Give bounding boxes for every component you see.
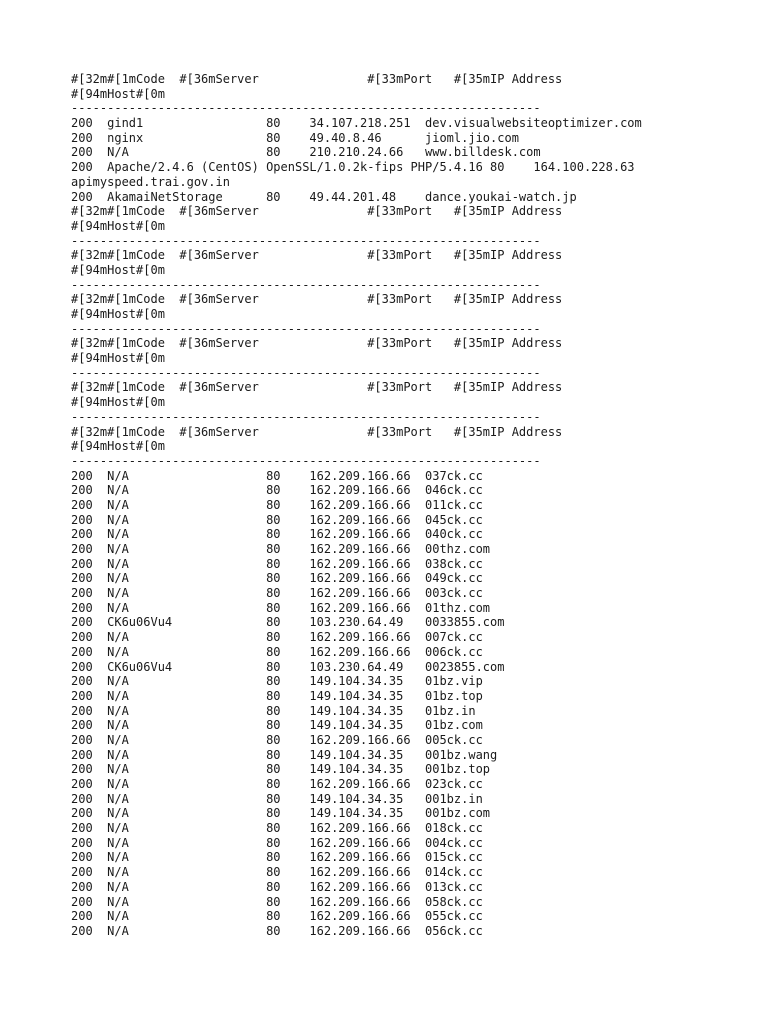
output-line: -----------------------------------------------------------------	[71, 365, 541, 380]
output-line: 200 N/A 80 162.209.166.66 01thz.com	[71, 600, 491, 615]
output-line: -----------------------------------------------------------------	[71, 321, 541, 336]
output-line: 200 N/A 80 162.209.166.66 037ck.cc	[71, 468, 483, 483]
output-line: 200 N/A 80 149.104.34.35 001bz.com	[71, 806, 491, 821]
output-line: #[94mHost#[0m	[71, 218, 165, 233]
output-line: 200 N/A 80 162.209.166.66 038ck.cc	[71, 556, 483, 571]
output-line: -----------------------------------------------------------------	[71, 277, 541, 292]
scan-output-text	[0, 72, 768, 939]
output-line: -----------------------------------------------------------------	[71, 101, 541, 116]
output-line: 200 N/A 80 149.104.34.35 001bz.in	[71, 791, 483, 806]
output-line: 200 N/A 80 162.209.166.66 003ck.cc	[71, 586, 483, 601]
output-line: 200 CK6u06Vu4 80 103.230.64.49 0023855.com	[71, 659, 505, 674]
output-line: 200 N/A 80 162.209.166.66 013ck.cc	[71, 879, 483, 894]
output-line: 200 N/A 80 210.210.24.66 www.billdesk.com	[71, 145, 541, 160]
output-line: apimyspeed.trai.gov.in	[71, 174, 230, 189]
output-line: 200 N/A 80 149.104.34.35 01bz.top	[71, 688, 483, 703]
output-line: 200 N/A 80 162.209.166.66 005ck.cc	[71, 732, 483, 747]
output-line: 200 N/A 80 162.209.166.66 055ck.cc	[71, 909, 483, 924]
output-line: 200 gind1 80 34.107.218.251 dev.visualwebsiteoptimizer.com	[71, 116, 642, 131]
output-line: 200 N/A 80 149.104.34.35 01bz.com	[71, 718, 483, 733]
output-line: 200 N/A 80 162.209.166.66 049ck.cc	[71, 571, 483, 586]
output-line: 200 N/A 80 162.209.166.66 011ck.cc	[71, 497, 483, 512]
output-line: 200 N/A 80 162.209.166.66 023ck.cc	[71, 777, 483, 791]
output-line: 200 N/A 80 162.209.166.66 018ck.cc	[71, 821, 483, 836]
output-line: 200 nginx 80 49.40.8.46 jioml.jio.com	[71, 130, 519, 145]
output-line: -----------------------------------------------------------------	[71, 233, 541, 248]
output-line: 200 N/A 80 162.209.166.66 014ck.cc	[71, 865, 483, 880]
output-line: 200 N/A 80 162.209.166.66 046ck.cc	[71, 483, 483, 498]
output-line: 200 N/A 80 162.209.166.66 006ck.cc	[71, 644, 483, 659]
output-line: 200 N/A 80 162.209.166.66 004ck.cc	[71, 835, 483, 850]
output-line: 200 N/A 80 149.104.34.35 001bz.top	[71, 762, 491, 777]
output-line: #[32m#[1mCode #[36mServer #[33mPort #[35mIP Address	[71, 248, 563, 263]
output-line: 200 N/A 80 162.209.166.66 056ck.cc	[71, 923, 483, 938]
output-line: 200 N/A 80 162.209.166.66 058ck.cc	[71, 894, 483, 909]
output-line: 200 N/A 80 149.104.34.35 001bz.wang	[71, 747, 498, 762]
output-line: #[94mHost#[0m	[71, 395, 165, 410]
output-line: 200 AkamaiNetStorage 80 49.44.201.48 dance.youkai-watch.jp	[71, 189, 577, 204]
output-line: #[94mHost#[0m	[71, 262, 165, 277]
output-line: #[32m#[1mCode #[36mServer #[33mPort #[35mIP Address	[71, 424, 563, 439]
output-line: #[32m#[1mCode #[36mServer #[33mPort #[35mIP Address	[71, 72, 563, 86]
output-line: 200 N/A 80 162.209.166.66 015ck.cc	[71, 850, 483, 865]
output-line: #[32m#[1mCode #[36mServer #[33mPort #[35mIP Address	[71, 204, 563, 219]
output-line: 200 Apache/2.4.6 (CentOS) OpenSSL/1.0.2k-fips PHP/5.4.16 80 164.100.228.63	[71, 160, 635, 175]
output-line: 200 CK6u06Vu4 80 103.230.64.49 0033855.com	[71, 615, 505, 630]
output-line: 200 N/A 80 162.209.166.66 040ck.cc	[71, 527, 483, 542]
output-line: #[94mHost#[0m	[71, 351, 165, 366]
output-line: 200 N/A 80 162.209.166.66 045ck.cc	[71, 512, 483, 527]
output-line: #[32m#[1mCode #[36mServer #[33mPort #[35mIP Address	[71, 292, 563, 307]
output-line: -----------------------------------------------------------------	[71, 409, 541, 424]
output-line: -----------------------------------------------------------------	[71, 453, 541, 468]
output-line: 200 N/A 80 149.104.34.35 01bz.vip	[71, 674, 483, 689]
output-line: 200 N/A 80 162.209.166.66 007ck.cc	[71, 630, 483, 645]
output-line: #[94mHost#[0m	[71, 307, 165, 321]
output-line: #[94mHost#[0m	[71, 86, 165, 101]
output-line: #[32m#[1mCode #[36mServer #[33mPort #[35mIP Address	[71, 336, 563, 351]
output-line: 200 N/A 80 149.104.34.35 01bz.in	[71, 703, 476, 718]
output-line: #[32m#[1mCode #[36mServer #[33mPort #[35mIP Address	[71, 380, 563, 395]
output-line: #[94mHost#[0m	[71, 439, 165, 454]
output-line: 200 N/A 80 162.209.166.66 00thz.com	[71, 542, 491, 556]
